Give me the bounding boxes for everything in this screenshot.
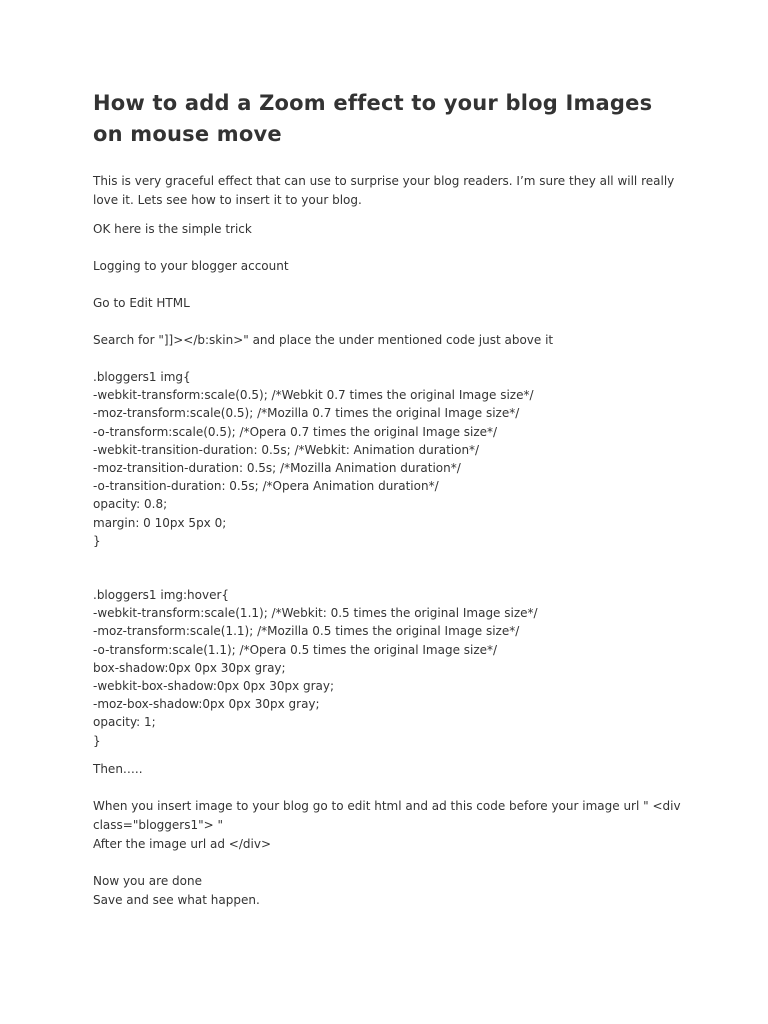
code-line: -o-transition-duration: 0.5s; /*Opera Animation duration*/ [93,479,439,494]
code-line: -webkit-transform:scale(0.5); /*Webkit 0.7 times the original Image size*/ [93,388,534,403]
spacer [93,239,683,257]
code-line: -moz-transform:scale(0.5); /*Mozilla 0.7 times the original Image size*/ [93,406,520,421]
spacer [93,313,683,331]
insert-instruction: When you insert image to your blog go to edit html and ad this code before your image url " <div class="bloggers1"> " [93,798,685,832]
closing-tag-instruction: After the image url ad </div> [93,836,272,851]
step-search: Search for "]]></b:skin>" and place the under mentioned code just above it [93,333,554,347]
code-line: -webkit-transition-duration: 0.5s; /*Webkit: Animation duration*/ [93,442,480,457]
code-line: -moz-transition-duration: 0.5s; /*Mozilla Animation duration*/ [93,461,461,476]
code-block-2 [93,586,683,750]
spacer [93,854,683,872]
code-line: .bloggers1 img{ [93,370,191,384]
then-line: Then….. [93,761,143,776]
intro-paragraph: This is very graceful effect that can use to surprise your blog readers. I’m sure they all will really love it. Lets see how to insert it to your blog. [93,174,679,207]
document-page [93,88,683,910]
code-line: } [93,533,101,548]
code-line: -webkit-transform:scale(1.1); /*Webkit: 0.5 times the original Image size*/ [93,606,538,621]
code-line: margin: 0 10px 5px 0; [93,515,227,530]
code-block-1 [93,368,683,550]
save-line: Save and see what happen. [93,892,260,907]
code-line: -o-transform:scale(1.1); /*Opera 0.5 times the original Image size*/ [93,642,498,657]
code-line: -moz-transform:scale(1.1); /*Mozilla 0.5 times the original Image size*/ [93,624,520,639]
code-line: opacity: 1; [93,715,156,730]
step-intro: OK here is the simple trick [93,222,252,236]
spacer [93,750,683,760]
spacer [93,779,683,797]
code-line: -webkit-box-shadow:0px 0px 30px gray; [93,679,335,694]
code-line: -moz-box-shadow:0px 0px 30px gray; [93,697,320,712]
done-line: Now you are done [93,873,202,888]
spacer [93,276,683,294]
code-line: } [93,733,101,748]
code-line: opacity: 0.8; [93,497,168,512]
code-line: .bloggers1 img:hover{ [93,588,230,603]
code-line: -o-transform:scale(0.5); /*Opera 0.7 times the original Image size*/ [93,424,498,439]
article-title: How to add a Zoom effect to your blog Images on mouse move [93,91,653,146]
spacer [93,550,683,586]
step-login: Logging to your blogger account [93,259,289,273]
code-line: box-shadow:0px 0px 30px gray; [93,660,286,675]
step-edit-html: Go to Edit HTML [93,296,190,310]
spacer [93,210,683,220]
spacer [93,350,683,368]
